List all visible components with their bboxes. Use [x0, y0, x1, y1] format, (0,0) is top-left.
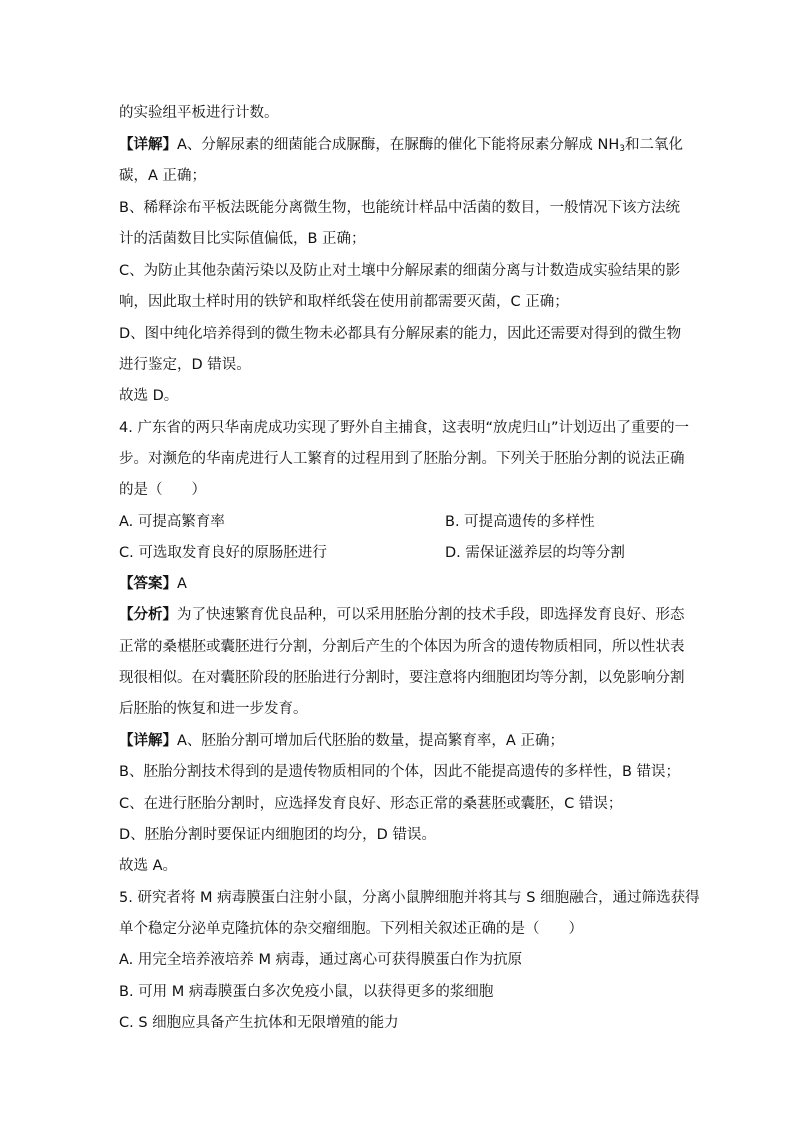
- section-tag-answer: 【答案】: [119, 576, 177, 592]
- text-line: [119, 135, 683, 155]
- text-line: 计的活菌数目比实际值偏低，B 正确；: [119, 231, 366, 247]
- option-c: C. S 细胞应具备产生抗体和无限增殖的能力: [119, 1015, 399, 1031]
- subscript: 3: [619, 144, 626, 154]
- question-text: 步。对濒危的华南虎进行人工繁育的过程用到了胚胎分割。下列关于胚胎分割的说法正确: [119, 451, 685, 467]
- option-a: A. 用完全培养液培养 M 病毒，通过离心可获得膜蛋白作为抗原: [119, 952, 523, 968]
- text-line: C、为防止其他杂菌污染以及防止对土壤中分解尿素的细菌分离与计数造成实验结果的影: [119, 263, 681, 279]
- text-line: C、在进行胚胎分割时，应选择发育良好、形态正常的桑葚胚或囊胚，C 错误；: [119, 796, 623, 812]
- text-line: 响，因此取土样时用的铁铲和取样纸袋在使用前都需要灭菌，C 正确；: [119, 294, 569, 310]
- question-text: 的是（ ）: [119, 482, 206, 498]
- text-line: 现很相似。在对囊胚阶段的胚胎进行分割时，要注意将内细胞团均等分割，以免影响分割: [119, 670, 685, 686]
- option-d: D. 需保证滋养层的均等分割: [445, 545, 625, 561]
- question-text: 4. 广东省的两只华南虎成功实现了野外自主捕食，这表明“放虎归山”计划迈出了重要的一: [119, 420, 689, 436]
- text-line: 后胚胎的恢复和进一步发育。: [119, 701, 308, 717]
- text-line: 正常的桑椹胚或囊胚进行分割，分割后产生的个体因为所含的遗传物质相同，所以性状表: [119, 639, 685, 655]
- text-line: D、胚胎分割时要保证内细胞团的均分，D 错误。: [119, 827, 436, 843]
- text-line: 故选 A。: [119, 858, 178, 874]
- option-c: C. 可选取发育良好的原肠胚进行: [119, 545, 327, 561]
- answer-value: A: [177, 576, 187, 592]
- text-span: 和二氧化: [625, 137, 684, 153]
- text-span: A、分解尿素的细菌能合成脲酶，在脲酶的催化下能将尿素分解成 NH: [177, 137, 620, 153]
- option-b: B. 可提高遗传的多样性: [445, 514, 595, 530]
- question-text: 5. 研究者将 M 病毒膜蛋白注射小鼠，分离小鼠脾细胞并将其与 S 细胞融合，通过筛选获得: [119, 890, 700, 906]
- option-a: A. 可提高繁育率: [119, 514, 225, 530]
- text-span: 为了快速繁育优良品种，可以采用胚胎分割的技术手段，即选择发育良好、形态: [177, 607, 685, 623]
- text-line: B、稀释涂布平板法既能分离微生物，也能统计样品中活菌的数目，一般情况下该方法统: [119, 200, 680, 216]
- option-b: B. 可用 M 病毒膜蛋白多次免疫小鼠，以获得更多的浆细胞: [119, 984, 494, 1000]
- text-line: 进行鉴定，D 错误。: [119, 357, 251, 373]
- answer-line: [119, 574, 187, 594]
- section-tag-explanation: 【详解】: [119, 733, 177, 749]
- text-line: 的实验组平板进行计数。: [119, 105, 279, 121]
- text-line: [119, 731, 564, 751]
- text-line: B、胚胎分割技术得到的是遗传物质相同的个体，因此不能提高遗传的多样性，B 错误；: [119, 764, 681, 780]
- text-line: 碳，A 正确；: [119, 168, 207, 184]
- section-tag-analysis: 【分析】: [119, 607, 177, 623]
- text-span: A、胚胎分割可增加后代胚胎的数量，提高繁育率，A 正确；: [177, 733, 564, 749]
- text-line: D、图中纯化培养得到的微生物未必都具有分解尿素的能力，因此还需要对得到的微生物: [119, 326, 682, 342]
- text-line: 故选 D。: [119, 388, 179, 404]
- section-tag-explanation: 【详解】: [119, 137, 177, 153]
- question-text: 单个稳定分泌单克隆抗体的杂交瘤细胞。下列相关叙述正确的是（ ）: [119, 921, 583, 937]
- text-line: [119, 605, 685, 625]
